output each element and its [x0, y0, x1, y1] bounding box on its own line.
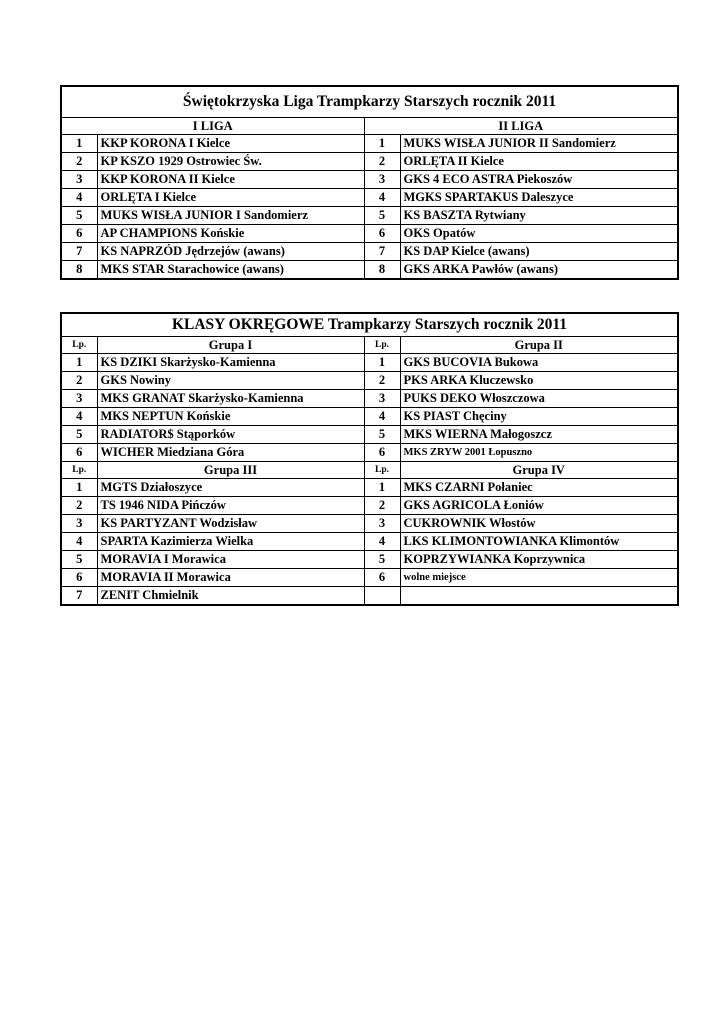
team-name: SPARTA Kazimierza Wielka — [97, 533, 364, 551]
group-header-iii: Grupa III — [97, 462, 364, 479]
team-name: KS PIAST Chęciny — [400, 408, 678, 426]
team-name: GKS AGRICOLA Łoniów — [400, 497, 678, 515]
team-rank: 7 — [61, 587, 97, 606]
team-name: OKS Opatów — [400, 225, 678, 243]
table-row — [61, 243, 678, 261]
team-name: KS BASZTA Rytwiany — [400, 207, 678, 225]
team-rank: 6 — [364, 225, 400, 243]
team-name: wolne miejsce — [400, 569, 678, 587]
team-name: MORAVIA I Morawica — [97, 551, 364, 569]
team-name: ORLĘTA II Kielce — [400, 153, 678, 171]
team-rank: 5 — [364, 551, 400, 569]
team-name: AP CHAMPIONS Końskie — [97, 225, 364, 243]
team-name: LKS KLIMONTOWIANKA Klimontów — [400, 533, 678, 551]
team-rank: 2 — [364, 153, 400, 171]
team-rank: 6 — [364, 569, 400, 587]
team-name: KS NAPRZÓD Jędrzejów (awans) — [97, 243, 364, 261]
team-name: KS DAP Kielce (awans) — [400, 243, 678, 261]
team-name: KKP KORONA II Kielce — [97, 171, 364, 189]
table-row — [61, 497, 678, 515]
team-rank: 2 — [364, 372, 400, 390]
team-rank: 6 — [61, 569, 97, 587]
league-title: Świętokrzyska Liga Trampkarzy Starszych rocznik 2011 — [61, 86, 678, 118]
team-rank: 2 — [61, 153, 97, 171]
league-header-i-liga: I LIGA — [61, 118, 364, 135]
table-row — [61, 372, 678, 390]
team-name: MORAVIA II Morawica — [97, 569, 364, 587]
team-rank: 3 — [364, 390, 400, 408]
team-rank: 4 — [364, 533, 400, 551]
group-header-iv: Grupa IV — [400, 462, 678, 479]
district-table — [60, 312, 679, 606]
table-row — [61, 189, 678, 207]
team-rank: 8 — [364, 261, 400, 280]
team-name: ORLĘTA I Kielce — [97, 189, 364, 207]
team-rank: 4 — [61, 189, 97, 207]
team-name: MKS CZARNI Połaniec — [400, 479, 678, 497]
team-rank: 5 — [61, 207, 97, 225]
team-rank: 5 — [364, 426, 400, 444]
team-rank: 5 — [61, 426, 97, 444]
team-rank: 6 — [61, 225, 97, 243]
table-row — [61, 390, 678, 408]
table-row — [61, 354, 678, 372]
team-name: GKS BUCOVIA Bukowa — [400, 354, 678, 372]
district-title: KLASY OKRĘGOWE Trampkarzy Starszych rocznik 2011 — [61, 313, 678, 337]
team-name: GKS 4 ECO ASTRA Piekoszów — [400, 171, 678, 189]
team-rank: 1 — [364, 479, 400, 497]
table-row — [61, 261, 678, 280]
table-row — [61, 408, 678, 426]
table-row — [61, 444, 678, 462]
team-rank: 2 — [364, 497, 400, 515]
team-name: MKS ZRYW 2001 Łopuszno — [400, 444, 678, 462]
team-rank: 8 — [61, 261, 97, 280]
team-rank: 5 — [61, 551, 97, 569]
team-rank: 4 — [364, 408, 400, 426]
team-rank: 1 — [364, 135, 400, 153]
table-row — [61, 153, 678, 171]
team-name: MKS NEPTUN Końskie — [97, 408, 364, 426]
team-rank: 3 — [364, 515, 400, 533]
team-name: CUKROWNIK Włostów — [400, 515, 678, 533]
lp-header: Lp. — [61, 337, 97, 354]
team-rank: 3 — [61, 515, 97, 533]
team-name: MUKS WISŁA JUNIOR I Sandomierz — [97, 207, 364, 225]
lp-header: Lp. — [364, 462, 400, 479]
team-name — [400, 587, 678, 606]
table-row — [61, 587, 678, 606]
team-name: KP KSZO 1929 Ostrowiec Św. — [97, 153, 364, 171]
league-table — [60, 85, 679, 280]
table-row — [61, 135, 678, 153]
league-header-ii-liga: II LIGA — [364, 118, 678, 135]
team-name: KS DZIKI Skarżysko-Kamienna — [97, 354, 364, 372]
lp-header: Lp. — [364, 337, 400, 354]
table-row — [61, 207, 678, 225]
team-name: PKS ARKA Kluczewsko — [400, 372, 678, 390]
team-name: MUKS WISŁA JUNIOR II Sandomierz — [400, 135, 678, 153]
team-rank: 6 — [61, 444, 97, 462]
team-rank: 4 — [364, 189, 400, 207]
team-name: MKS WIERNA Małogoszcz — [400, 426, 678, 444]
team-name: GKS ARKA Pawłów (awans) — [400, 261, 678, 280]
team-name: MKS GRANAT Skarżysko-Kamienna — [97, 390, 364, 408]
team-rank: 1 — [61, 354, 97, 372]
team-rank: 4 — [61, 533, 97, 551]
team-rank — [364, 587, 400, 606]
table-row — [61, 515, 678, 533]
team-name: KKP KORONA I Kielce — [97, 135, 364, 153]
lp-header: Lp. — [61, 462, 97, 479]
team-rank: 1 — [61, 135, 97, 153]
team-name: KS PARTYZANT Wodzisław — [97, 515, 364, 533]
team-rank: 2 — [61, 372, 97, 390]
group-header-ii: Grupa II — [400, 337, 678, 354]
team-rank: 1 — [61, 479, 97, 497]
team-name: TS 1946 NIDA Pińczów — [97, 497, 364, 515]
table-row — [61, 533, 678, 551]
team-rank: 3 — [61, 171, 97, 189]
table-row — [61, 479, 678, 497]
team-name: ZENIT Chmielnik — [97, 587, 364, 606]
table-row — [61, 426, 678, 444]
team-rank: 7 — [364, 243, 400, 261]
team-rank: 2 — [61, 497, 97, 515]
team-name: PUKS DEKO Włoszczowa — [400, 390, 678, 408]
team-name: MGKS SPARTAKUS Daleszyce — [400, 189, 678, 207]
team-rank: 6 — [364, 444, 400, 462]
team-rank: 3 — [364, 171, 400, 189]
team-name: MGTS Działoszyce — [97, 479, 364, 497]
team-rank: 3 — [61, 390, 97, 408]
table-row — [61, 171, 678, 189]
team-rank: 5 — [364, 207, 400, 225]
table-row — [61, 569, 678, 587]
team-rank: 7 — [61, 243, 97, 261]
team-name: RADIATOR$ Stąporków — [97, 426, 364, 444]
team-name: WICHER Miedziana Góra — [97, 444, 364, 462]
team-name: GKS Nowiny — [97, 372, 364, 390]
team-name: MKS STAR Starachowice (awans) — [97, 261, 364, 280]
team-rank: 4 — [61, 408, 97, 426]
group-header-i: Grupa I — [97, 337, 364, 354]
table-row — [61, 551, 678, 569]
team-rank: 1 — [364, 354, 400, 372]
table-row — [61, 225, 678, 243]
team-name: KOPRZYWIANKA Koprzywnica — [400, 551, 678, 569]
